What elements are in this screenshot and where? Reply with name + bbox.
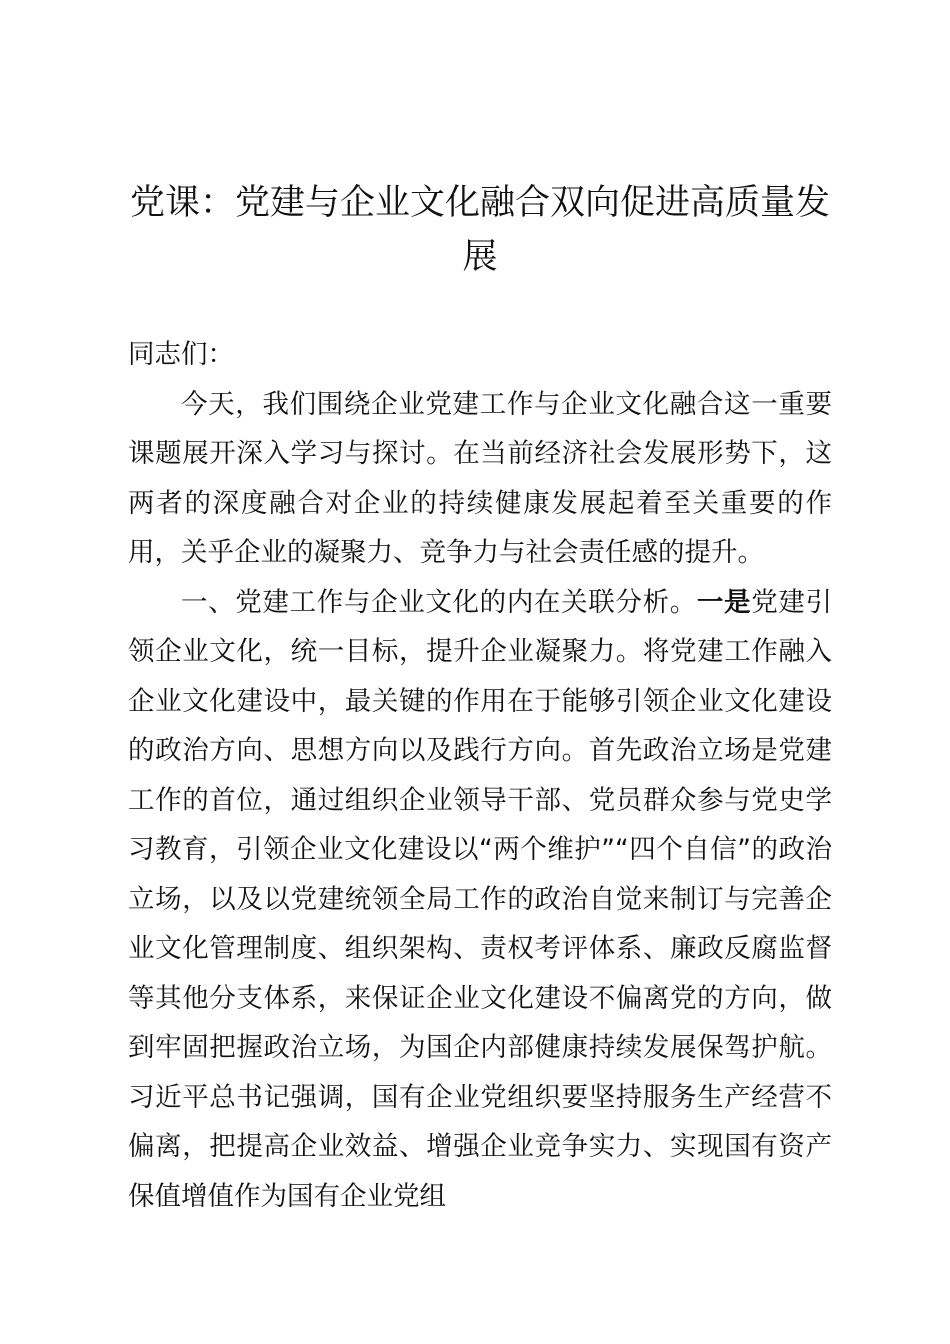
section-one-emphasis: 一是 bbox=[696, 586, 752, 618]
document-title: 党课：党建与企业文化融合双向促进高质量发展 bbox=[129, 183, 830, 277]
greeting-line: 同志们： bbox=[128, 339, 234, 370]
paragraph-section-one bbox=[128, 578, 832, 1222]
section-one-heading: 一、党建工作与企业文化的内在关联分析。 bbox=[181, 586, 697, 618]
document-body bbox=[128, 330, 832, 1221]
paragraph-intro bbox=[128, 380, 832, 578]
paragraph-intro-text: 今天，我们围绕企业党建工作与企业文化融合这一重要课题展开深入学习与探讨。在当前经济社会发展形势下，这两者的深度融合对企业的持续健康发展起着至关重要的作用，关乎企业的凝聚力、竞争力与社会责任感的提升。 bbox=[128, 388, 832, 568]
section-one-text: 党建引领企业文化，统一目标，提升企业凝聚力。将党建工作融入企业文化建设中，最关键的作用在于能够引领企业文化建设的政治方向、思想方向以及践行方向。首先政治立场是党建工作的首位，通过组织企业领导干部、党员群众参与党史学习教育，引领企业文化建设以“两个维护”“四个自信”的政治立场，以及以党建统领全局工作的政治自觉来制订与完善企业文化管理制度、组织架构、责权考评体系、廉政反腐监督等其他分支体系，来保证企业文化建设不偏离党的方向，做到牢固把握政治立场，为国企内部健康持续发展保驾护航。习近平总书记强调，国有企业党组织要坚持服务生产经营不偏离，把提高企业效益、增强企业竞争实力、实现国有资产保值增值作为国有企业党组 bbox=[128, 586, 833, 1212]
